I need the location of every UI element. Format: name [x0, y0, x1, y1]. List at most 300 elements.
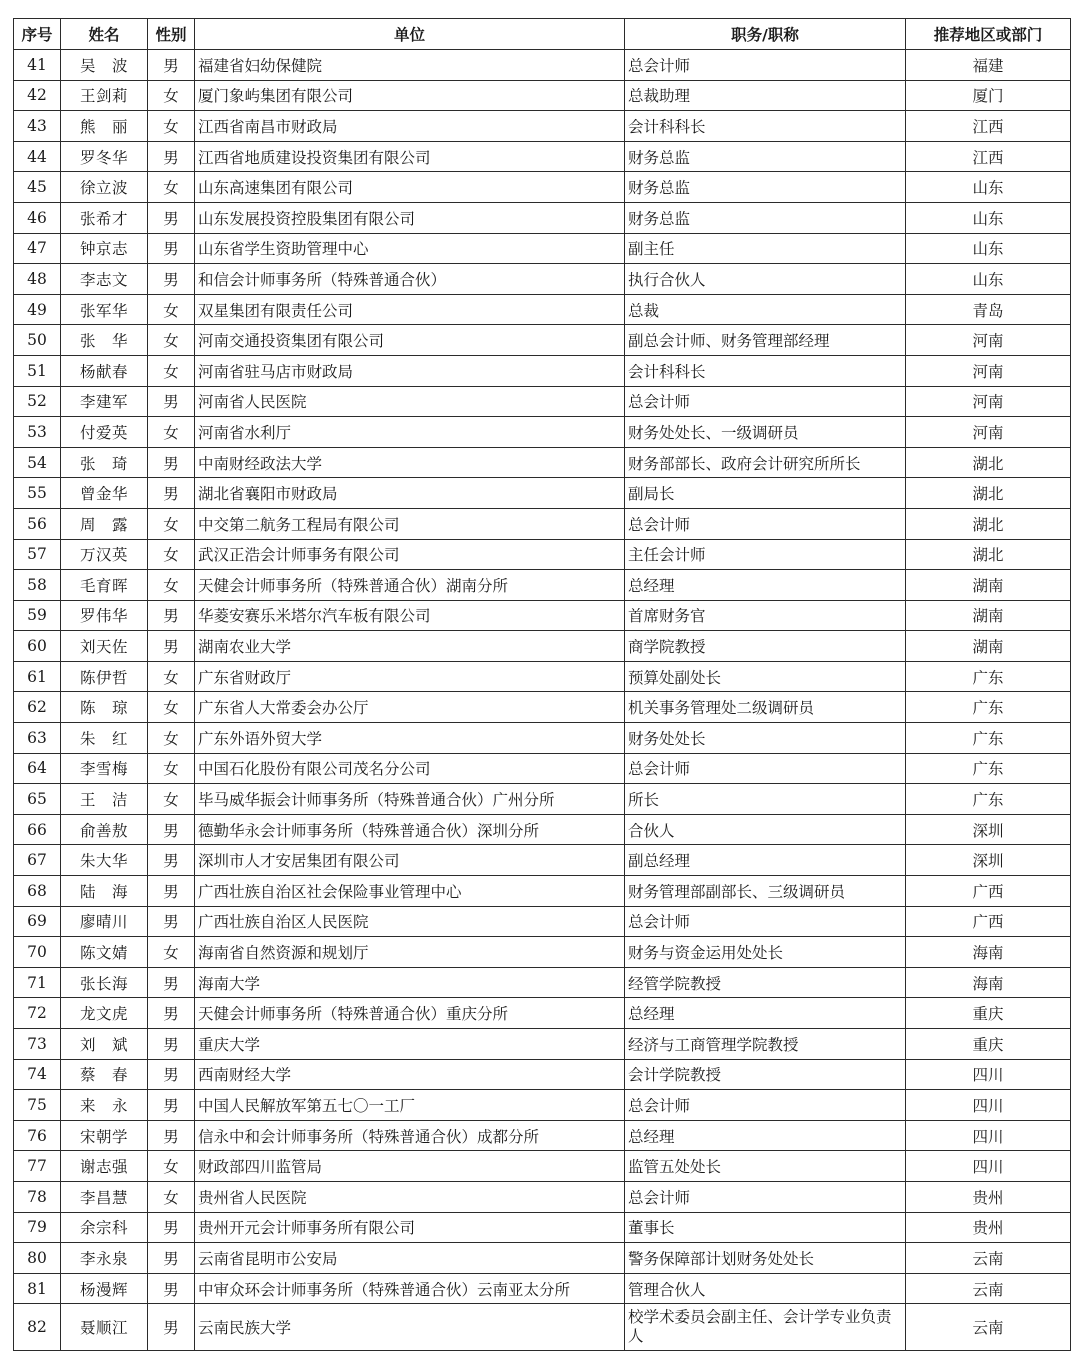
row-region: 厦门: [906, 80, 1071, 111]
row-gender: 男: [148, 1243, 195, 1274]
row-gender: 女: [148, 1151, 195, 1182]
row-gender: 男: [148, 845, 195, 876]
table-row: [14, 355, 1071, 386]
table-row: [14, 50, 1071, 81]
row-name: 王 洁: [61, 784, 148, 815]
row-gender: 女: [148, 539, 195, 570]
row-gender: 男: [148, 478, 195, 509]
row-index: 79: [14, 1212, 61, 1243]
row-region: 江西: [906, 111, 1071, 142]
row-organization: 信永中和会计师事务所（特殊普通合伙）成都分所: [195, 1120, 625, 1151]
row-gender: 女: [148, 355, 195, 386]
row-gender: 男: [148, 1029, 195, 1060]
row-organization: 厦门象屿集团有限公司: [195, 80, 625, 111]
row-index: 58: [14, 570, 61, 601]
row-index: 70: [14, 937, 61, 968]
row-region: 湖北: [906, 508, 1071, 539]
row-name: 刘天佐: [61, 631, 148, 662]
row-name: 俞善敖: [61, 814, 148, 845]
row-index: 62: [14, 692, 61, 723]
row-organization: 江西省地质建设投资集团有限公司: [195, 141, 625, 172]
row-gender: 男: [148, 233, 195, 264]
row-name: 李昌慧: [61, 1181, 148, 1212]
row-name: 张长海: [61, 967, 148, 998]
row-organization: 中交第二航务工程局有限公司: [195, 508, 625, 539]
row-position: 总会计师: [625, 906, 906, 937]
row-organization: 河南省水利厅: [195, 417, 625, 448]
row-index: 41: [14, 50, 61, 81]
row-gender: 女: [148, 723, 195, 754]
recommendation-list-table: [13, 18, 1071, 1351]
row-region: 河南: [906, 325, 1071, 356]
row-name: 刘 斌: [61, 1029, 148, 1060]
row-position: 副总经理: [625, 845, 906, 876]
row-region: 贵州: [906, 1212, 1071, 1243]
row-organization: 天健会计师事务所（特殊普通合伙）湖南分所: [195, 570, 625, 601]
row-region: 贵州: [906, 1181, 1071, 1212]
row-gender: 女: [148, 80, 195, 111]
row-region: 四川: [906, 1059, 1071, 1090]
row-gender: 男: [148, 876, 195, 907]
row-organization: 广东省财政厅: [195, 661, 625, 692]
row-gender: 男: [148, 814, 195, 845]
row-region: 河南: [906, 355, 1071, 386]
row-organization: 贵州省人民医院: [195, 1181, 625, 1212]
table-row: [14, 906, 1071, 937]
row-gender: 男: [148, 1273, 195, 1304]
row-organization: 云南省昆明市公安局: [195, 1243, 625, 1274]
table-row: [14, 508, 1071, 539]
row-name: 熊 丽: [61, 111, 148, 142]
row-position: 总会计师: [625, 386, 906, 417]
row-index: 53: [14, 417, 61, 448]
table-row: [14, 1273, 1071, 1304]
row-region: 湖南: [906, 600, 1071, 631]
row-index: 71: [14, 967, 61, 998]
row-index: 60: [14, 631, 61, 662]
row-organization: 福建省妇幼保健院: [195, 50, 625, 81]
row-gender: 女: [148, 111, 195, 142]
row-name: 张军华: [61, 294, 148, 325]
row-gender: 女: [148, 325, 195, 356]
row-position: 执行合伙人: [625, 264, 906, 295]
row-organization: 毕马威华振会计师事务所（特殊普通合伙）广州分所: [195, 784, 625, 815]
table-row: [14, 845, 1071, 876]
row-name: 杨漫辉: [61, 1273, 148, 1304]
table-row: [14, 1181, 1071, 1212]
row-index: 66: [14, 814, 61, 845]
row-organization: 中审众环会计师事务所（特殊普通合伙）云南亚太分所: [195, 1273, 625, 1304]
row-name: 李雪梅: [61, 753, 148, 784]
row-position: 总会计师: [625, 50, 906, 81]
row-position: 主任会计师: [625, 539, 906, 570]
row-region: 湖北: [906, 447, 1071, 478]
table-row: [14, 141, 1071, 172]
row-gender: 男: [148, 50, 195, 81]
row-gender: 男: [148, 600, 195, 631]
row-position: 财务总监: [625, 172, 906, 203]
table-row: [14, 386, 1071, 417]
table-row: [14, 1243, 1071, 1274]
row-position: 副总会计师、财务管理部经理: [625, 325, 906, 356]
row-name: 陈文婧: [61, 937, 148, 968]
row-name: 李建军: [61, 386, 148, 417]
table-row: [14, 325, 1071, 356]
row-position: 首席财务官: [625, 600, 906, 631]
table-row: [14, 80, 1071, 111]
row-name: 聂顺江: [61, 1304, 148, 1351]
row-region: 海南: [906, 937, 1071, 968]
table-row: [14, 967, 1071, 998]
row-index: 74: [14, 1059, 61, 1090]
row-region: 广西: [906, 906, 1071, 937]
row-region: 山东: [906, 264, 1071, 295]
row-region: 广东: [906, 692, 1071, 723]
table-row: [14, 264, 1071, 295]
row-index: 51: [14, 355, 61, 386]
row-region: 四川: [906, 1151, 1071, 1182]
row-position: 总裁: [625, 294, 906, 325]
row-position: 监管五处处长: [625, 1151, 906, 1182]
table-row: [14, 1029, 1071, 1060]
table-row: [14, 998, 1071, 1029]
row-position: 总会计师: [625, 1181, 906, 1212]
row-name: 朱大华: [61, 845, 148, 876]
row-index: 59: [14, 600, 61, 631]
row-organization: 山东高速集团有限公司: [195, 172, 625, 203]
row-organization: 江西省南昌市财政局: [195, 111, 625, 142]
row-name: 周 露: [61, 508, 148, 539]
row-index: 65: [14, 784, 61, 815]
row-position: 财务处处长: [625, 723, 906, 754]
table-row: [14, 478, 1071, 509]
row-index: 75: [14, 1090, 61, 1121]
row-region: 四川: [906, 1090, 1071, 1121]
row-gender: 男: [148, 631, 195, 662]
row-position: 会计学院教授: [625, 1059, 906, 1090]
table-row: [14, 784, 1071, 815]
row-region: 湖南: [906, 570, 1071, 601]
row-name: 朱 红: [61, 723, 148, 754]
row-gender: 男: [148, 998, 195, 1029]
row-position: 合伙人: [625, 814, 906, 845]
row-position: 总经理: [625, 570, 906, 601]
row-region: 山东: [906, 233, 1071, 264]
row-organization: 山东省学生资助管理中心: [195, 233, 625, 264]
row-name: 谢志强: [61, 1151, 148, 1182]
row-name: 张希才: [61, 202, 148, 233]
row-index: 69: [14, 906, 61, 937]
row-index: 72: [14, 998, 61, 1029]
row-position: 财务与资金运用处处长: [625, 937, 906, 968]
table-row: [14, 753, 1071, 784]
row-position: 财务处处长、一级调研员: [625, 417, 906, 448]
table-row: [14, 631, 1071, 662]
row-index: 81: [14, 1273, 61, 1304]
table-row: [14, 600, 1071, 631]
table-row: [14, 937, 1071, 968]
table-row: [14, 202, 1071, 233]
row-region: 广东: [906, 661, 1071, 692]
row-name: 吴 波: [61, 50, 148, 81]
header-gender: 性别: [148, 19, 195, 50]
row-organization: 和信会计师事务所（特殊普通合伙）: [195, 264, 625, 295]
row-organization: 广西壮族自治区人民医院: [195, 906, 625, 937]
row-index: 42: [14, 80, 61, 111]
row-region: 湖北: [906, 539, 1071, 570]
row-region: 山东: [906, 172, 1071, 203]
header-index: 序号: [14, 19, 61, 50]
row-organization: 中南财经政法大学: [195, 447, 625, 478]
row-region: 福建: [906, 50, 1071, 81]
header-organization: 单位: [195, 19, 625, 50]
row-region: 重庆: [906, 1029, 1071, 1060]
row-gender: 男: [148, 141, 195, 172]
row-name: 廖晴川: [61, 906, 148, 937]
row-region: 四川: [906, 1120, 1071, 1151]
row-gender: 女: [148, 753, 195, 784]
row-region: 青岛: [906, 294, 1071, 325]
row-gender: 男: [148, 386, 195, 417]
table-row: [14, 1059, 1071, 1090]
row-gender: 男: [148, 1059, 195, 1090]
header-name: 姓名: [61, 19, 148, 50]
row-name: 张 华: [61, 325, 148, 356]
row-name: 罗伟华: [61, 600, 148, 631]
table-row: [14, 661, 1071, 692]
row-position: 总经理: [625, 998, 906, 1029]
header-position: 职务/职称: [625, 19, 906, 50]
row-region: 河南: [906, 417, 1071, 448]
row-index: 78: [14, 1181, 61, 1212]
row-region: 湖北: [906, 478, 1071, 509]
row-gender: 女: [148, 417, 195, 448]
row-position: 总经理: [625, 1120, 906, 1151]
row-name: 龙文虎: [61, 998, 148, 1029]
row-gender: 女: [148, 692, 195, 723]
row-index: 45: [14, 172, 61, 203]
row-position: 总会计师: [625, 1090, 906, 1121]
row-name: 李永泉: [61, 1243, 148, 1274]
row-organization: 重庆大学: [195, 1029, 625, 1060]
table-header-row: [14, 19, 1071, 50]
row-region: 海南: [906, 967, 1071, 998]
row-position: 财务总监: [625, 141, 906, 172]
row-gender: 女: [148, 570, 195, 601]
row-name: 曾金华: [61, 478, 148, 509]
table-row: [14, 692, 1071, 723]
row-index: 46: [14, 202, 61, 233]
row-organization: 深圳市人才安居集团有限公司: [195, 845, 625, 876]
row-name: 王剑莉: [61, 80, 148, 111]
row-index: 44: [14, 141, 61, 172]
row-index: 67: [14, 845, 61, 876]
row-organization: 广东省人大常委会办公厅: [195, 692, 625, 723]
row-position: 总裁助理: [625, 80, 906, 111]
row-index: 73: [14, 1029, 61, 1060]
row-organization: 湖南农业大学: [195, 631, 625, 662]
row-position: 预算处副处长: [625, 661, 906, 692]
row-name: 毛育晖: [61, 570, 148, 601]
row-organization: 西南财经大学: [195, 1059, 625, 1090]
table-row: [14, 1151, 1071, 1182]
row-gender: 男: [148, 967, 195, 998]
row-organization: 贵州开元会计师事务所有限公司: [195, 1212, 625, 1243]
table-row: [14, 1090, 1071, 1121]
row-organization: 中国人民解放军第五七〇一工厂: [195, 1090, 625, 1121]
row-index: 61: [14, 661, 61, 692]
row-position: 会计科科长: [625, 355, 906, 386]
row-name: 杨献春: [61, 355, 148, 386]
row-index: 82: [14, 1304, 61, 1351]
row-region: 云南: [906, 1304, 1071, 1351]
row-position: 副主任: [625, 233, 906, 264]
row-region: 深圳: [906, 814, 1071, 845]
row-name: 陈伊哲: [61, 661, 148, 692]
row-gender: 男: [148, 1090, 195, 1121]
table-row: [14, 814, 1071, 845]
row-organization: 海南省自然资源和规划厅: [195, 937, 625, 968]
row-region: 江西: [906, 141, 1071, 172]
row-gender: 女: [148, 1181, 195, 1212]
row-region: 广东: [906, 723, 1071, 754]
row-name: 余宗科: [61, 1212, 148, 1243]
row-name: 钟京志: [61, 233, 148, 264]
row-organization: 广西壮族自治区社会保险事业管理中心: [195, 876, 625, 907]
row-name: 陆 海: [61, 876, 148, 907]
row-organization: 武汉正浩会计师事务有限公司: [195, 539, 625, 570]
row-organization: 河南省驻马店市财政局: [195, 355, 625, 386]
row-name: 徐立波: [61, 172, 148, 203]
row-gender: 男: [148, 447, 195, 478]
table-row: [14, 723, 1071, 754]
row-index: 77: [14, 1151, 61, 1182]
row-region: 山东: [906, 202, 1071, 233]
row-name: 罗冬华: [61, 141, 148, 172]
row-region: 广西: [906, 876, 1071, 907]
row-gender: 男: [148, 906, 195, 937]
row-index: 55: [14, 478, 61, 509]
row-position: 经管学院教授: [625, 967, 906, 998]
row-name: 万汉英: [61, 539, 148, 570]
row-index: 54: [14, 447, 61, 478]
row-region: 河南: [906, 386, 1071, 417]
row-gender: 男: [148, 264, 195, 295]
row-index: 47: [14, 233, 61, 264]
row-gender: 女: [148, 508, 195, 539]
row-position: 警务保障部计划财务处处长: [625, 1243, 906, 1274]
row-region: 广东: [906, 753, 1071, 784]
row-position: 所长: [625, 784, 906, 815]
row-name: 张 琦: [61, 447, 148, 478]
row-gender: 女: [148, 661, 195, 692]
row-position: 机关事务管理处二级调研员: [625, 692, 906, 723]
row-gender: 女: [148, 172, 195, 203]
row-gender: 男: [148, 1304, 195, 1351]
row-organization: 双星集团有限责任公司: [195, 294, 625, 325]
row-index: 56: [14, 508, 61, 539]
row-index: 49: [14, 294, 61, 325]
row-position: 经济与工商管理学院教授: [625, 1029, 906, 1060]
row-organization: 华菱安赛乐米塔尔汽车板有限公司: [195, 600, 625, 631]
table-row: [14, 876, 1071, 907]
table-row: [14, 111, 1071, 142]
row-organization: 河南省人民医院: [195, 386, 625, 417]
row-gender: 女: [148, 294, 195, 325]
row-position: 总会计师: [625, 508, 906, 539]
row-position: 商学院教授: [625, 631, 906, 662]
row-organization: 天健会计师事务所（特殊普通合伙）重庆分所: [195, 998, 625, 1029]
row-position: 财务部部长、政府会计研究所所长: [625, 447, 906, 478]
row-index: 57: [14, 539, 61, 570]
row-gender: 女: [148, 937, 195, 968]
row-region: 云南: [906, 1243, 1071, 1274]
row-index: 52: [14, 386, 61, 417]
row-region: 广东: [906, 784, 1071, 815]
row-region: 湖南: [906, 631, 1071, 662]
row-position: 校学术委员会副主任、会计学专业负责人: [625, 1304, 906, 1351]
row-region: 深圳: [906, 845, 1071, 876]
row-region: 重庆: [906, 998, 1071, 1029]
header-region: 推荐地区或部门: [906, 19, 1071, 50]
row-name: 李志文: [61, 264, 148, 295]
row-name: 付爱英: [61, 417, 148, 448]
row-name: 陈 琼: [61, 692, 148, 723]
row-organization: 湖北省襄阳市财政局: [195, 478, 625, 509]
table-row: [14, 570, 1071, 601]
row-index: 43: [14, 111, 61, 142]
table-row: [14, 417, 1071, 448]
row-organization: 德勤华永会计师事务所（特殊普通合伙）深圳分所: [195, 814, 625, 845]
row-region: 云南: [906, 1273, 1071, 1304]
row-position: 副局长: [625, 478, 906, 509]
table-row: [14, 294, 1071, 325]
row-position: 财务管理部副部长、三级调研员: [625, 876, 906, 907]
row-position: 财务总监: [625, 202, 906, 233]
row-position: 管理合伙人: [625, 1273, 906, 1304]
row-organization: 云南民族大学: [195, 1304, 625, 1351]
row-index: 64: [14, 753, 61, 784]
row-index: 50: [14, 325, 61, 356]
row-gender: 男: [148, 1120, 195, 1151]
row-organization: 广东外语外贸大学: [195, 723, 625, 754]
row-organization: 河南交通投资集团有限公司: [195, 325, 625, 356]
row-gender: 男: [148, 202, 195, 233]
row-organization: 财政部四川监管局: [195, 1151, 625, 1182]
row-position: 会计科科长: [625, 111, 906, 142]
row-name: 宋朝学: [61, 1120, 148, 1151]
table-row: [14, 233, 1071, 264]
table-row: [14, 1304, 1071, 1351]
row-name: 蔡 春: [61, 1059, 148, 1090]
row-organization: 海南大学: [195, 967, 625, 998]
document-page: [13, 18, 1071, 1351]
row-organization: 山东发展投资控股集团有限公司: [195, 202, 625, 233]
row-index: 80: [14, 1243, 61, 1274]
row-gender: 男: [148, 1212, 195, 1243]
table-row: [14, 172, 1071, 203]
row-position: 总会计师: [625, 753, 906, 784]
table-row: [14, 1212, 1071, 1243]
row-index: 63: [14, 723, 61, 754]
table-row: [14, 447, 1071, 478]
row-position: 董事长: [625, 1212, 906, 1243]
row-index: 48: [14, 264, 61, 295]
table-row: [14, 1120, 1071, 1151]
table-body: [14, 50, 1071, 1351]
row-name: 来 永: [61, 1090, 148, 1121]
row-index: 68: [14, 876, 61, 907]
